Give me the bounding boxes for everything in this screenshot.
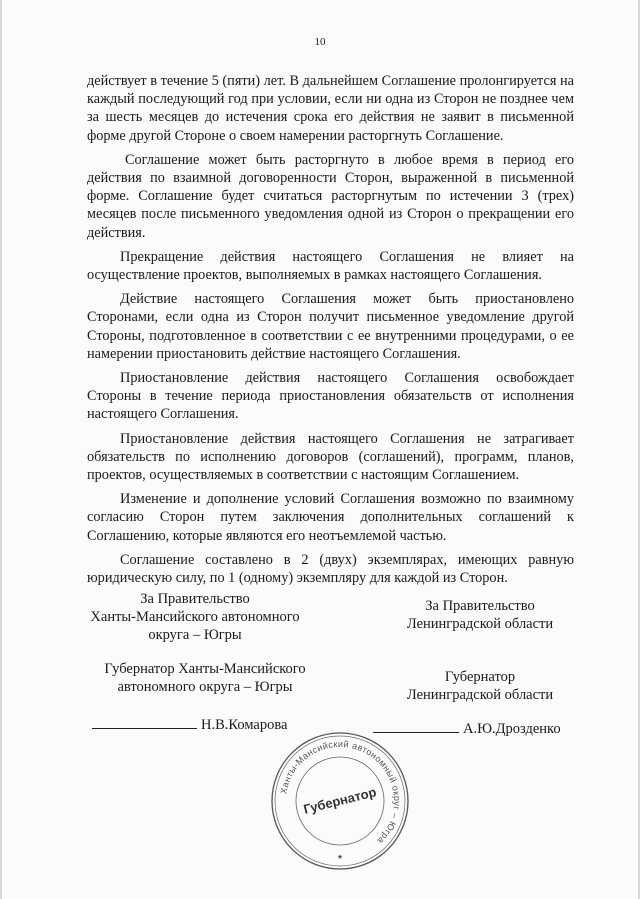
paragraph: Действие настоящего Соглашения может быть приостановлено Сторонами, если одна из Сторон получит письменное уведомление другой Стороны, подготовленное в соответствии с ее внутренними процедурами, о ее намерении приостановить действие настоящего Соглашения.	[87, 291, 574, 362]
paragraph: Соглашение составлено в 2 (двух) экземплярах, имеющих равную юридическую силу, по 1 (одному) экземпляру для каждой из Сторон.	[87, 551, 574, 587]
left-role-line: автономного округа – Югры	[117, 679, 293, 695]
right-party-line: Ленинградской области	[406, 616, 554, 632]
left-party-line: За Правительство	[140, 591, 250, 607]
paragraph: Приостановление действия настоящего Соглашения освобождает Стороны в течение периода приостановления обязательств от исполнения настоящего Соглашения.	[87, 370, 574, 423]
seal-ring-text: Ханты-Мансийский автономный округ – Югра	[278, 738, 403, 846]
seal-star-icon: ★	[336, 853, 344, 861]
left-party-line: округа – Югры	[148, 627, 242, 643]
paragraph: Изменение и дополнение условий Соглашения возможно по взаимному согласию Сторон путем заключения дополнительных соглашений к Соглашению, которые являются его неотъемлемой частью.	[87, 491, 574, 544]
right-party-heading	[380, 597, 580, 633]
official-seal	[269, 730, 411, 872]
right-role-line: Ленинградской области	[406, 687, 554, 703]
seal-center-text: Губернатор	[301, 784, 378, 817]
document-body	[87, 72, 574, 593]
right-role-line: Губернатор	[444, 669, 516, 685]
signature-blank	[92, 726, 197, 729]
left-signatory-name: Н.В.Комарова	[201, 717, 288, 733]
right-party-line: За Правительство	[425, 598, 535, 614]
paragraph: Соглашение может быть расторгнуто в любое время в период его действия по взаимной договоренности Сторон, выраженной в письменной форме. Соглашение будет считаться расторгнутым по истечении 3 (трех) месяцев после письменного уведомления одной из Сторон о прекращении его действия.	[87, 151, 574, 241]
paragraph: Приостановление действия настоящего Соглашения не затрагивает обязательств по исполнению договоров (соглашений), программ, планов, проектов, осуществляемых в соответствии с настоящим Соглашением.	[87, 430, 574, 484]
page-number: 10	[314, 36, 326, 48]
paragraph: действует в течение 5 (пяти) лет. В дальнейшем Соглашение пролонгируется на каждый последующий год при условии, если ни одна из Сторон не позднее чем за шесть месяцев до истечения срока его действия не заявит в письменной форме другой Стороне о своем намерении расторгнуть Соглашение.	[87, 73, 574, 144]
scan-edge-left	[0, 0, 2, 899]
left-party-role	[60, 660, 350, 696]
left-role-line: Губернатор Ханты-Мансийского	[104, 661, 306, 677]
left-party-heading	[60, 590, 330, 644]
right-party-role	[380, 668, 580, 704]
left-party-line: Ханты-Мансийского автономного	[90, 609, 300, 625]
left-signature-line	[92, 717, 287, 734]
right-signatory-name: А.Ю.Дрозденко	[463, 721, 561, 737]
paragraph: Прекращение действия настоящего Соглашения не влияет на осуществление проектов, выполняемых в рамках настоящего Соглашения.	[87, 248, 574, 284]
